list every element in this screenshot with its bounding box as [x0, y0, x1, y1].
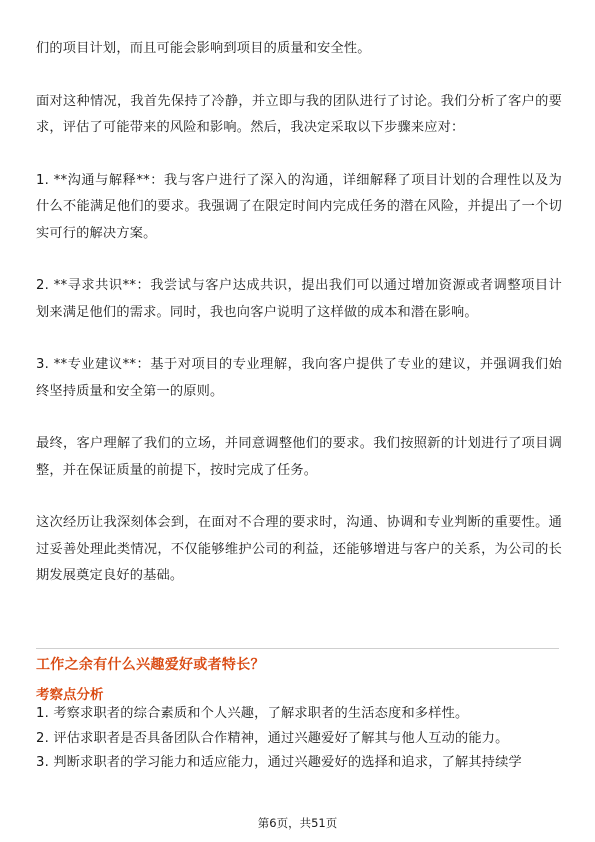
list-item: 2. 评估求职者是否具备团队合作精神，通过兴趣爱好了解其与他人互动的能力。	[36, 730, 509, 746]
question-title: 工作之余有什么兴趣爱好或者特长？	[36, 657, 265, 673]
list-item: 1. 考察求职者的综合素质和个人兴趣，了解求职者的生活态度和多样性。	[36, 706, 469, 721]
analysis-list	[36, 702, 562, 776]
paragraph: 面对这种情况，我首先保持了冷静，并立即与我的团队进行了讨论。我们分析了客户的要求，评估了可能带来的风险和影响。然后，我决定采取以下步骤来应对：	[36, 93, 562, 135]
paragraph: 3. **专业建议**：基于对项目的专业理解，我向客户提供了专业的建议，并强调我们始终坚持质量和安全第一的原则。	[36, 357, 562, 399]
page-number: 第6页，共51页	[257, 816, 338, 830]
list-item: 3. 判断求职者的学习能力和适应能力，通过兴趣爱好的选择和追求，了解其持续学	[36, 755, 522, 770]
answer-body	[36, 36, 562, 590]
paragraph: 1. **沟通与解释**：我与客户进行了深入的沟通，详细解释了项目计划的合理性以及为什么不能满足他们的要求。我强调了在限定时间内完成任务的潜在风险，并提出了一个切实可行的解决方案。	[36, 172, 562, 241]
paragraph: 2. **寻求共识**：我尝试与客户达成共识，提出我们可以通过增加资源或者调整项目计划来满足他们的需求。同时，我也向客户说明了这样做的成本和潜在影响。	[36, 278, 562, 320]
paragraph: 这次经历让我深刻体会到，在面对不合理的要求时，沟通、协调和专业判断的重要性。通过妥善处理此类情况，不仅能够维护公司的利益，还能够增进与客户的关系，为公司的长期发展奠定良好的基础。	[36, 515, 562, 583]
paragraph: 最终，客户理解了我们的立场，并同意调整他们的要求。我们按照新的计划进行了项目调整，并在保证质量的前提下，按时完成了任务。	[36, 436, 562, 478]
analysis-label: 考察点分析	[36, 687, 104, 703]
section-divider	[36, 648, 559, 649]
paragraph: 们的项目计划，而且可能会影响到项目的质量和安全性。	[36, 41, 371, 56]
